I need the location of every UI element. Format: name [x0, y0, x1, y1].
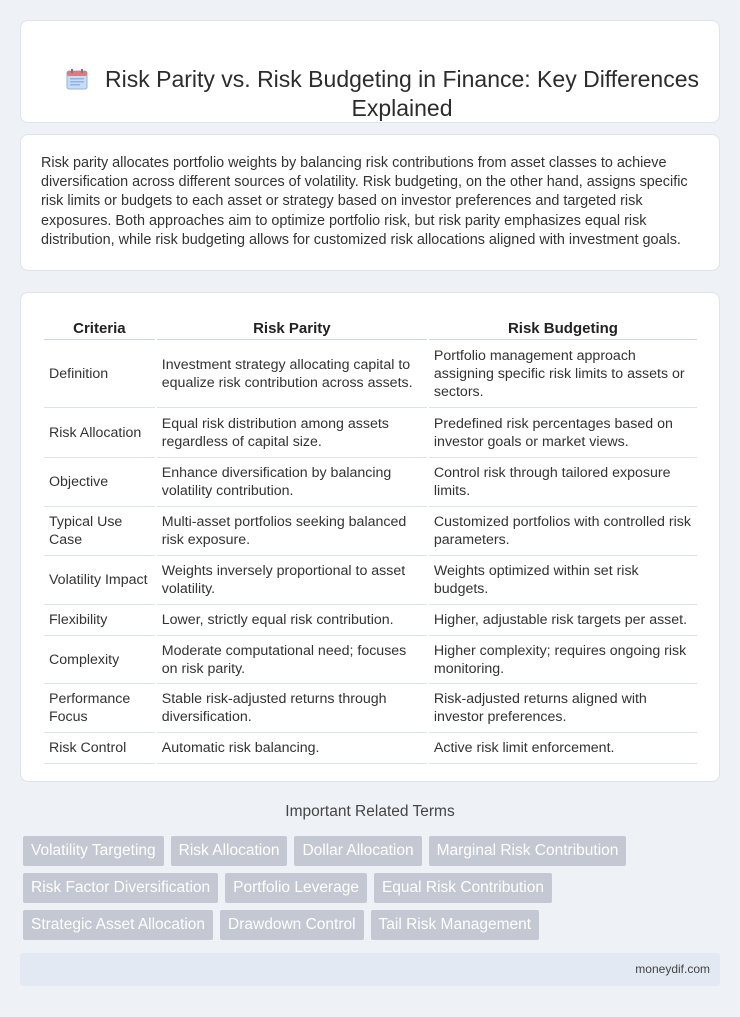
table-row — [44, 340, 697, 408]
related-term-tag[interactable]: Dollar Allocation — [294, 836, 421, 866]
header-risk-parity: Risk Parity — [157, 317, 427, 340]
footer-site[interactable]: moneydif.com — [635, 962, 710, 976]
risk-budgeting-cell: Portfolio management approach assigning specific risk limits to assets or sectors. — [429, 340, 697, 408]
footer-bar — [20, 953, 720, 986]
related-term-tag[interactable]: Marginal Risk Contribution — [429, 836, 627, 866]
table-row — [44, 507, 697, 556]
risk-parity-cell: Weights inversely proportional to asset volatility. — [157, 556, 427, 605]
risk-parity-cell: Lower, strictly equal risk contribution. — [157, 605, 427, 636]
table-row — [44, 458, 697, 507]
related-term-tag[interactable]: Risk Factor Diversification — [23, 873, 218, 903]
risk-budgeting-cell: Active risk limit enforcement. — [429, 733, 697, 764]
risk-budgeting-cell: Higher complexity; requires ongoing risk monitoring. — [429, 636, 697, 684]
related-terms-row — [23, 910, 539, 940]
criteria-cell: Flexibility — [44, 605, 155, 636]
risk-parity-cell: Equal risk distribution among assets regardless of capital size. — [157, 408, 427, 458]
table-row — [44, 408, 697, 458]
calendar-icon — [65, 67, 89, 91]
header-criteria: Criteria — [44, 317, 155, 340]
header-risk-budgeting: Risk Budgeting — [429, 317, 697, 340]
related-term-tag[interactable]: Equal Risk Contribution — [374, 873, 552, 903]
table-row — [44, 733, 697, 764]
risk-parity-cell: Automatic risk balancing. — [157, 733, 427, 764]
criteria-cell: Complexity — [44, 636, 155, 684]
criteria-cell: Typical Use Case — [44, 507, 155, 556]
criteria-cell: Definition — [44, 340, 155, 408]
criteria-cell: Objective — [44, 458, 155, 507]
risk-parity-cell: Stable risk-adjusted returns through diversification. — [157, 684, 427, 733]
risk-parity-cell: Investment strategy allocating capital to equalize risk contribution across assets. — [157, 340, 427, 408]
criteria-cell: Risk Allocation — [44, 408, 155, 458]
related-terms-row — [23, 873, 552, 903]
criteria-cell: Performance Focus — [44, 684, 155, 733]
criteria-cell: Risk Control — [44, 733, 155, 764]
title-card — [20, 20, 720, 123]
risk-parity-cell: Enhance diversification by balancing volatility contribution. — [157, 458, 427, 507]
related-term-tag[interactable]: Drawdown Control — [220, 910, 364, 940]
related-term-tag[interactable]: Strategic Asset Allocation — [23, 910, 213, 940]
comparison-table — [42, 317, 699, 764]
risk-budgeting-cell: Customized portfolios with controlled risk parameters. — [429, 507, 697, 556]
intro-card — [20, 134, 720, 271]
related-term-tag[interactable]: Tail Risk Management — [371, 910, 539, 940]
risk-parity-cell: Moderate computational need; focuses on risk parity. — [157, 636, 427, 684]
comparison-card — [20, 292, 720, 782]
risk-budgeting-cell: Risk-adjusted returns aligned with investor preferences. — [429, 684, 697, 733]
risk-budgeting-cell: Control risk through tailored exposure limits. — [429, 458, 697, 507]
risk-budgeting-cell: Higher, adjustable risk targets per asset. — [429, 605, 697, 636]
table-row — [44, 556, 697, 605]
table-row — [44, 684, 697, 733]
table-row — [44, 605, 697, 636]
criteria-cell: Volatility Impact — [44, 556, 155, 605]
risk-budgeting-cell: Predefined risk percentages based on investor goals or market views. — [429, 408, 697, 458]
related-term-tag[interactable]: Risk Allocation — [171, 836, 288, 866]
risk-budgeting-cell: Weights optimized within set risk budgets. — [429, 556, 697, 605]
table-row — [44, 636, 697, 684]
table-header-row — [44, 317, 697, 340]
page-title: Risk Parity vs. Risk Budgeting in Finance: Key Differences Explained — [105, 66, 699, 121]
risk-parity-cell: Multi-asset portfolios seeking balanced risk exposure. — [157, 507, 427, 556]
related-term-tag[interactable]: Volatility Targeting — [23, 836, 164, 866]
related-terms-heading: Important Related Terms — [285, 803, 455, 820]
related-term-tag[interactable]: Portfolio Leverage — [225, 873, 367, 903]
intro-paragraph: Risk parity allocates portfolio weights by balancing risk contributions from asset classes to achieve diversification across different sources of volatility. Risk budgeting, on the other hand, assigns specific risk limits or budgets to each asset or strategy based on investor preferences and targeted risk exposures. Both approaches aim to optimize portfolio risk, but risk parity emphasizes equal risk distribution, while risk budgeting allows for customized risk allocations aligned with investment goals. — [41, 155, 688, 248]
related-terms-row — [23, 836, 626, 866]
